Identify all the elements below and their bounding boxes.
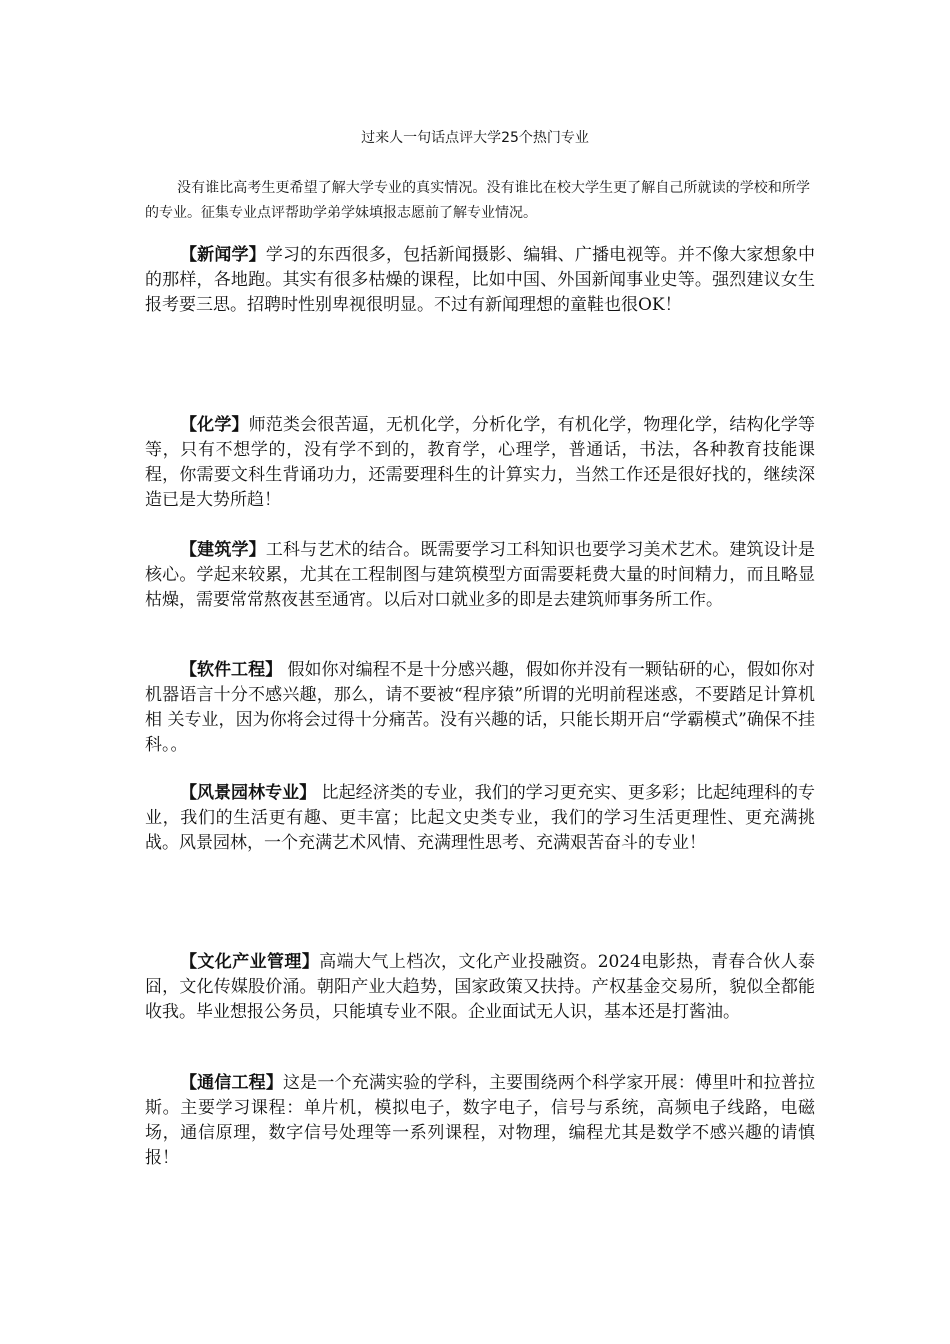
section-text: 这是一个充满实验的学科，主要围绕两个科学家开展：傅里叶和拉普拉斯。主要学习课程：单片机，模拟电子，数字电子，信号与系统，高频电子线路，电磁场，通信原理，数字信号处理等一系列课程，对物理，编程尤其是数学不感兴趣的请慎报！ [145, 1073, 815, 1168]
section-label: 【通信工程】 [180, 1073, 283, 1093]
section-text: 学习的东西很多，包括新闻摄影、编辑、广播电视等。并不像大家想象中的那样，各地跑。其实有很多枯燥的课程，比如中国、外国新闻事业史等。强烈建议女生报考要三思。招聘时性别卑视很明显。不过有新闻理想的童鞋也很OK！ [145, 245, 816, 315]
section-text: 工科与艺术的结合。既需要学习工科知识也要学习美术艺术。建筑设计是核心。学起来较累，尤其在工程制图与建筑模型方面需要耗费大量的时间精力，而且略显枯燥，需要常常熬夜甚至通宵。以后对口就业多的即是去建筑师事务所工作。 [145, 540, 816, 610]
section-label: 【建筑学】 [180, 540, 266, 560]
section-cultural-industry-management [145, 950, 815, 1025]
section-text: 比起经济类的专业，我们的学习更充实、更多彩；比起纯理科的专业，我们的生活更有趣、更丰富；比起文史类专业，我们的学习生活更理性、更充满挑战。风景园林，一个充满艺术风情、充满理性思考、充满艰苦奋斗的专业！ [145, 783, 816, 853]
intro-paragraph: 没有谁比高考生更希望了解大学专业的真实情况。没有谁比在校大学生更了解自己所就读的学校和所学的专业。征集专业点评帮助学弟学妹填报志愿前了解专业情况。 [145, 180, 810, 221]
section-label: 【新闻学】 [180, 245, 266, 265]
section-label: 【风景园林专业】 [180, 783, 317, 803]
document-title: 过来人一句话点评大学25个热门专业 [361, 130, 589, 146]
section-communication-engineering [145, 1071, 815, 1171]
section-text: 高端大气上档次，文化产业投融资。2024电影热，青春合伙人泰囧，文化传媒股价涌。朝阳产业大趋势，国家政策又扶持。产权基金交易所，貌似全都能收我。毕业想报公务员，只能填专业不限。企业面试无人识，基本还是打酱油。 [145, 952, 815, 1022]
section-label: 【文化产业管理】 [180, 952, 320, 972]
section-label: 【软件工程】 [180, 660, 283, 680]
section-landscape-architecture [145, 781, 815, 856]
section-software-engineering [145, 658, 815, 758]
section-journalism [145, 243, 815, 318]
section-architecture [145, 538, 815, 613]
section-text: 师范类会很苦逼，无机化学，分析化学，有机化学，物理化学，结构化学等等，只有不想学的，没有学不到的，教育学，心理学，普通话，书法，各种教育技能课程，你需要文科生背诵功力，还需要理科生的计算实力，当然工作还是很好找的，继续深造已是大势所趋！ [145, 415, 816, 510]
section-chemistry [145, 413, 815, 513]
section-text: 假如你对编程不是十分感兴趣，假如你并没有一颗钻研的心，假如你对机器语言十分不感兴趣，那么，请不要被“程序猿”所谓的光明前程迷惑，不要踏足计算机相 关专业，因为你将会过得十分痛苦。没有兴趣的话，只能长期开启“学霸模式”确保不挂科。。 [145, 660, 816, 755]
section-label: 【化学】 [180, 415, 249, 435]
